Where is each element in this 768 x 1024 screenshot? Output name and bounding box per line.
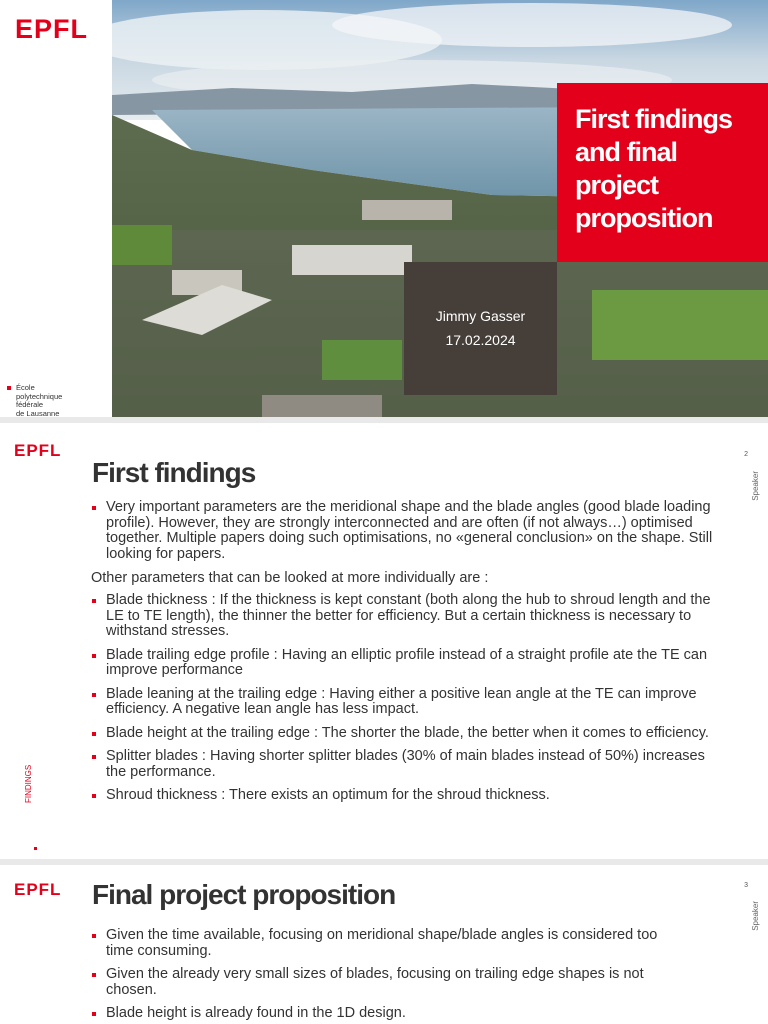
presentation-title: First findings and final project proposition — [575, 104, 732, 233]
page-number: 3 — [744, 882, 748, 889]
school-line: de Lausanne — [16, 408, 60, 417]
epfl-logo: EPFL — [15, 14, 89, 44]
school-line: polytechnique — [16, 391, 63, 401]
bullet-list — [91, 500, 726, 570]
list-item: Blade leaning at the trailing edge : Having either a positive lean angle at the TE can improve efficiency. A negative lean angle has less impact. — [91, 687, 726, 718]
proposition-slide — [0, 865, 768, 1024]
page-number: 2 — [744, 451, 748, 458]
findings-slide — [0, 423, 768, 859]
school-line: École — [16, 383, 35, 392]
presentation-date: 17.02.2024 — [445, 332, 516, 348]
epfl-logo: EPFL — [14, 441, 62, 460]
list-item: Shroud thickness : There exists an optimum for the shroud thickness. — [91, 788, 726, 804]
list-item: Given the already very small sizes of blades, focusing on trailing edge shapes is not chosen. — [91, 967, 681, 998]
red-square-marker — [7, 386, 11, 390]
speaker-label: Speaker — [751, 471, 760, 501]
list-item: Blade height at the trailing edge : The shorter the blade, the better when it comes to efficiency. — [91, 726, 726, 742]
epfl-logo: EPFL — [14, 880, 62, 899]
section-label: FINDINGS — [24, 764, 33, 803]
school-name — [16, 384, 62, 417]
speaker-label: Speaker — [751, 901, 760, 931]
school-line: fédérale — [16, 400, 44, 409]
list-item: Blade trailing edge profile : Having an elliptic profile instead of a straight profile ate the TE can improve performance — [91, 648, 726, 679]
list-item: Very important parameters are the meridional shape and the blade angles (good blade loading profile). However, they are strongly interconnected and are often (if not always…) optimised together. Multiple papers doing such optimisations, no «general conclusion» on the shape. Still looking for papers. — [91, 500, 726, 562]
author-name: Jimmy Gasser — [435, 308, 526, 324]
author-box — [404, 262, 557, 395]
bullet-list — [91, 593, 726, 812]
section-marker — [34, 847, 37, 850]
bullet-list — [91, 928, 681, 1024]
list-item: Splitter blades : Having shorter splitter blades (30% of main blades instead of 50%) increases the performance. — [91, 749, 726, 780]
list-item: Blade height is already found in the 1D design. — [91, 1006, 681, 1022]
paragraph: Other parameters that can be looked at more individually are : — [91, 570, 489, 586]
title-box — [557, 83, 768, 262]
slide-title: Final project proposition — [92, 879, 396, 910]
list-item: Given the time available, focusing on meridional shape/blade angles is considered too time consuming. — [91, 928, 681, 959]
slide-title: First findings — [92, 457, 256, 488]
list-item: Blade thickness : If the thickness is kept constant (both along the hub to shroud length and the LE to TE length), the thinner the better for efficiency. But a certain thickness is necessary to withstand stresses. — [91, 593, 726, 640]
title-slide — [0, 0, 768, 417]
